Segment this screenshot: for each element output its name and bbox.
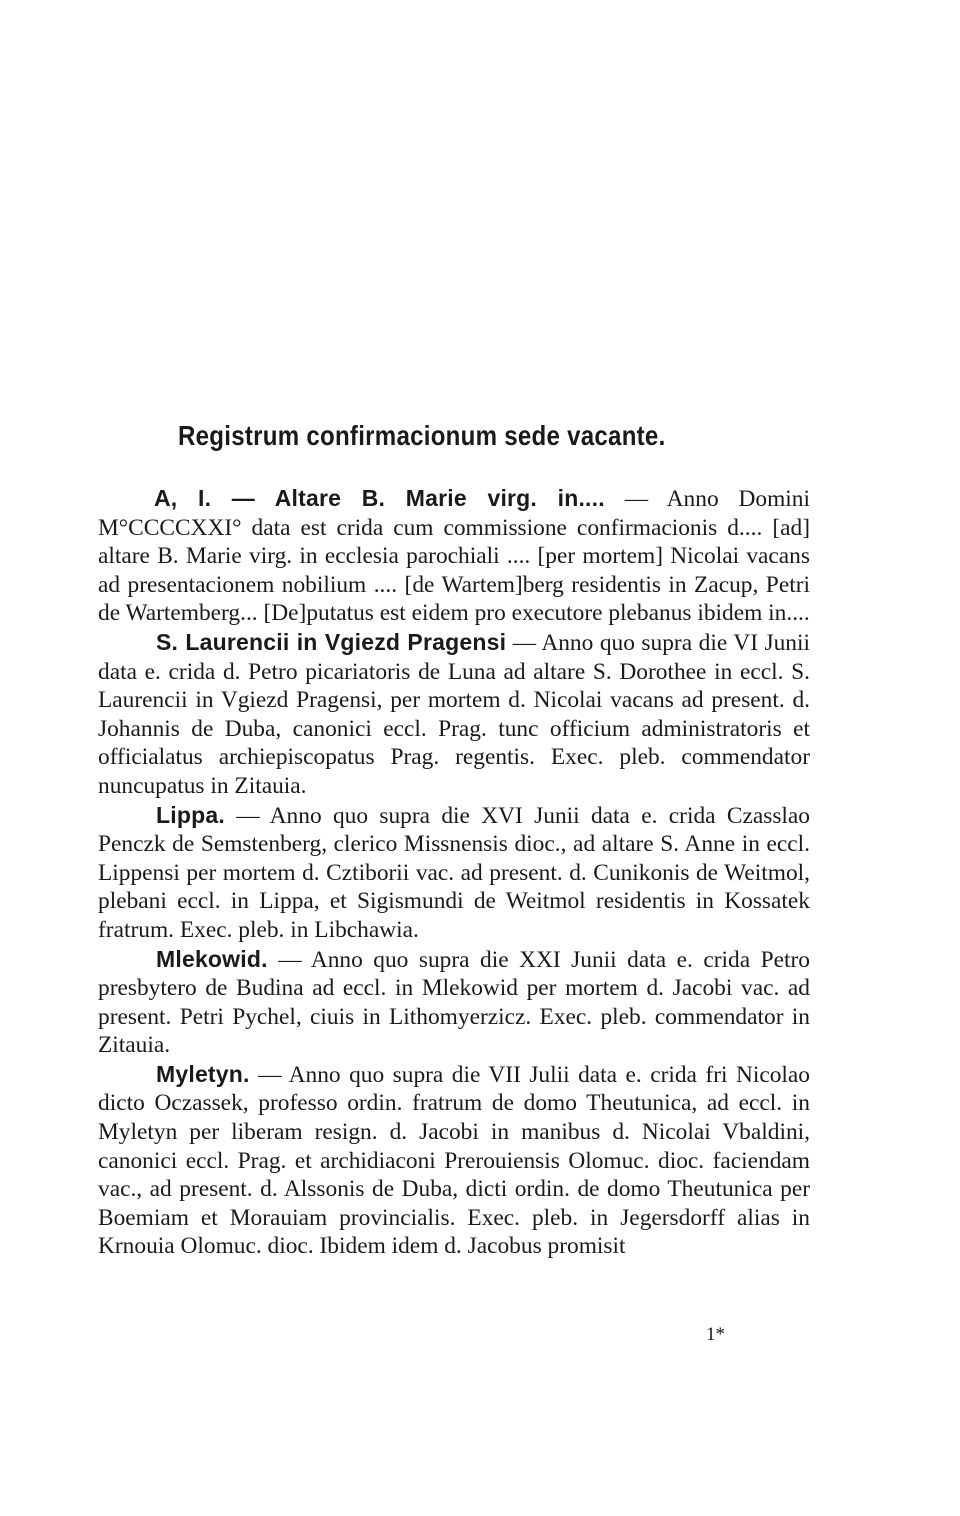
register-body bbox=[98, 484, 810, 1261]
entry-lippa bbox=[98, 801, 810, 945]
page-title: Registrum confirmacionum sede vacante. bbox=[178, 420, 666, 451]
entry-s-laurencii bbox=[98, 628, 810, 801]
entry-text: — Anno Domini M°CCCCXXI° data est crida cum commissione confirmacionis d.... [ad] altare B. Marie virg. in ecclesia parochiali .... [per mortem] Nicolai vacans ad presentacionem nobilium .... [de Wartem]berg residentis in Zacup, Petri de Wartemberg... [De]putatus est eidem pro executore plebanus ibidem in.... bbox=[98, 486, 810, 627]
entry-heading: Mlekowid. bbox=[156, 945, 268, 972]
entry-text: — Anno quo supra die VII Julii data e. crida fri Nicolao dicto Oczassek, professo ordin. fratrum de domo Theutunica, ad eccl. in Myletyn per liberam resign. d. Jacobi in manibus d. Nicolai Vbaldini, canonici eccl. Prag. et archidiaconi Prerouiensis Olomuc. dioc. faciendam vac., ad present. d. Alssonis de Duba, dicti ordin. de domo Theutunica per Boemiam et Morauiam provincialis. Exec. pleb. in Jegersdorff alias in Krnouia Olomuc. dioc. Ibidem idem d. Jacobus promisit bbox=[98, 1061, 810, 1260]
entry-myletyn bbox=[98, 1060, 810, 1261]
entry-text: — Anno quo supra die VI Junii data e. crida d. Petro picariatoris de Luna ad altare S. Dorothee in eccl. S. Laurencii in Vgiezd Pragensi, per mortem d. Nicolai vacans ad present. d. Johannis de Duba, canonici eccl. Prag. tunc officium administratoris et officialatus archiepiscopatus Prag. regentis. Exec. pleb. commendator nuncupatus in Zitauia. bbox=[98, 629, 810, 799]
entry-altare-b-marie bbox=[98, 484, 810, 628]
entry-heading: Myletyn. bbox=[156, 1060, 250, 1087]
entry-heading: S. Laurencii in Vgiezd Pragensi bbox=[156, 628, 507, 655]
entry-mlekowid bbox=[98, 945, 810, 1060]
entry-heading: Lippa. bbox=[156, 801, 225, 828]
entry-text: — Anno quo supra die XVI Junii data e. crida Czasslao Penczk de Semstenberg, clerico Missnensis dioc., ad altare S. Anne in eccl. Lippensi per mortem d. Cztiborii vac. ad present. d. Cunikonis de Weitmol, plebani eccl. in Lippa, et Sigismundi de Weitmol residentis in Kossatek fratrum. Exec. pleb. in Libchawia. bbox=[98, 802, 810, 943]
entry-text: — Anno quo supra die XXI Junii data e. crida Petro presbytero de Budina ad eccl. in Mlekowid per mortem d. Jacobi vac. ad present. Petri Pychel, ciuis in Lithomyerzicz. Exec. pleb. commendator in Zitauia. bbox=[98, 946, 810, 1059]
folio-number: 1* bbox=[706, 1324, 725, 1345]
entry-heading: A, I. — Altare B. Marie virg. in.... bbox=[154, 485, 605, 511]
